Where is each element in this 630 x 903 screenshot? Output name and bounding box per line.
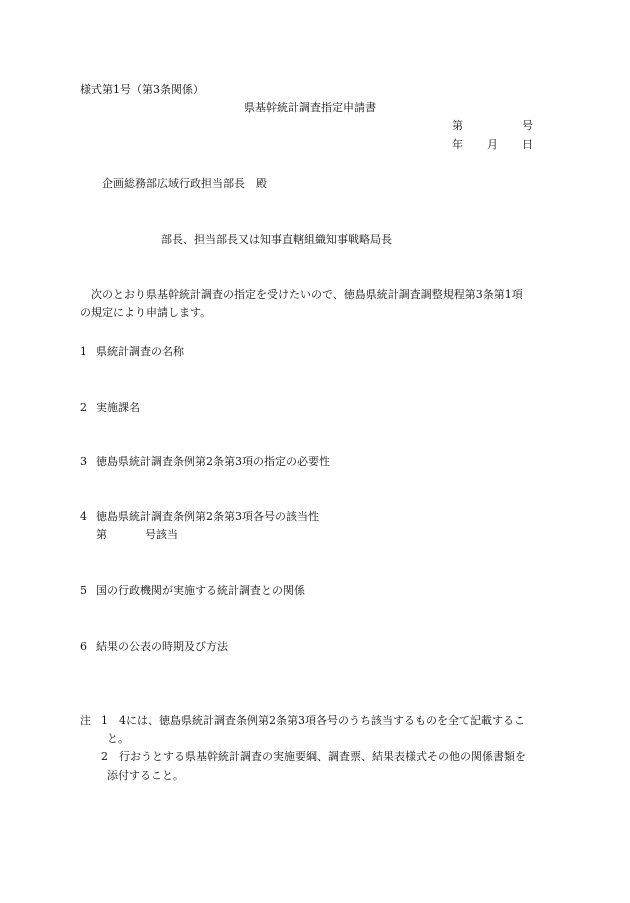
section-1 (80, 346, 184, 357)
section-6 (80, 641, 228, 652)
note-2-number: 2 (101, 750, 108, 763)
section-number: 6 (80, 640, 87, 653)
form-title: 県基幹統計調査指定申請書 (244, 101, 376, 114)
section-number: 3 (80, 455, 87, 468)
notes-label: 注 (80, 714, 91, 727)
note-1-line-2: と。 (107, 732, 129, 745)
applicant: 部長、担当部長又は知事直轄組織知事戦略局長 (161, 233, 392, 246)
doc-number-prefix: 第 (452, 119, 463, 132)
note-1-number: 1 (101, 714, 108, 727)
section-title: 徳島県統計調査条例第2条第3項各号の該当性 (96, 510, 319, 523)
section-title: 徳島県統計調査条例第2条第3項の指定の必要性 (96, 455, 330, 468)
section-3 (80, 456, 330, 467)
section-number: 2 (80, 401, 87, 414)
note-2-line-1: 行おうとする県基幹統計調査の実施要綱、調査票、結果表様式その他の関係書類を (119, 750, 526, 763)
body-text-line-2: の規定により申請します。 (80, 306, 212, 319)
section-number: 1 (80, 345, 87, 358)
note-2-line-2: 添付すること。 (107, 769, 184, 782)
addressee: 企画総務部広域行政担当部長 殿 (102, 177, 267, 190)
section-4 (80, 511, 319, 522)
section-title: 結果の公表の時期及び方法 (96, 640, 228, 653)
note-1-line-1: 4には、徳島県統計調査条例第2条第3項各号のうち該当するものを全て記載するこ (119, 714, 525, 727)
section-title: 県統計調査の名称 (96, 345, 184, 358)
body-text-line-1: 次のとおり県基幹統計調査の指定を受けたいので、徳島県統計調査調整規程第3条第1項 (91, 288, 523, 301)
form-number: 様式第1号（第3条関係） (80, 83, 204, 96)
section-4-sub-prefix: 第 (96, 528, 107, 541)
section-2 (80, 402, 140, 413)
section-title: 国の行政機関が実施する統計調査との関係 (96, 584, 305, 597)
date-month-label: 月 (487, 138, 498, 151)
section-4-sub-suffix: 号該当 (145, 528, 178, 541)
date-year-label: 年 (452, 138, 463, 151)
doc-number-suffix: 号 (522, 119, 533, 132)
section-number: 4 (80, 510, 87, 523)
date-day-label: 日 (522, 138, 533, 151)
section-5 (80, 585, 305, 596)
section-title: 実施課名 (96, 401, 140, 414)
section-number: 5 (80, 584, 87, 597)
